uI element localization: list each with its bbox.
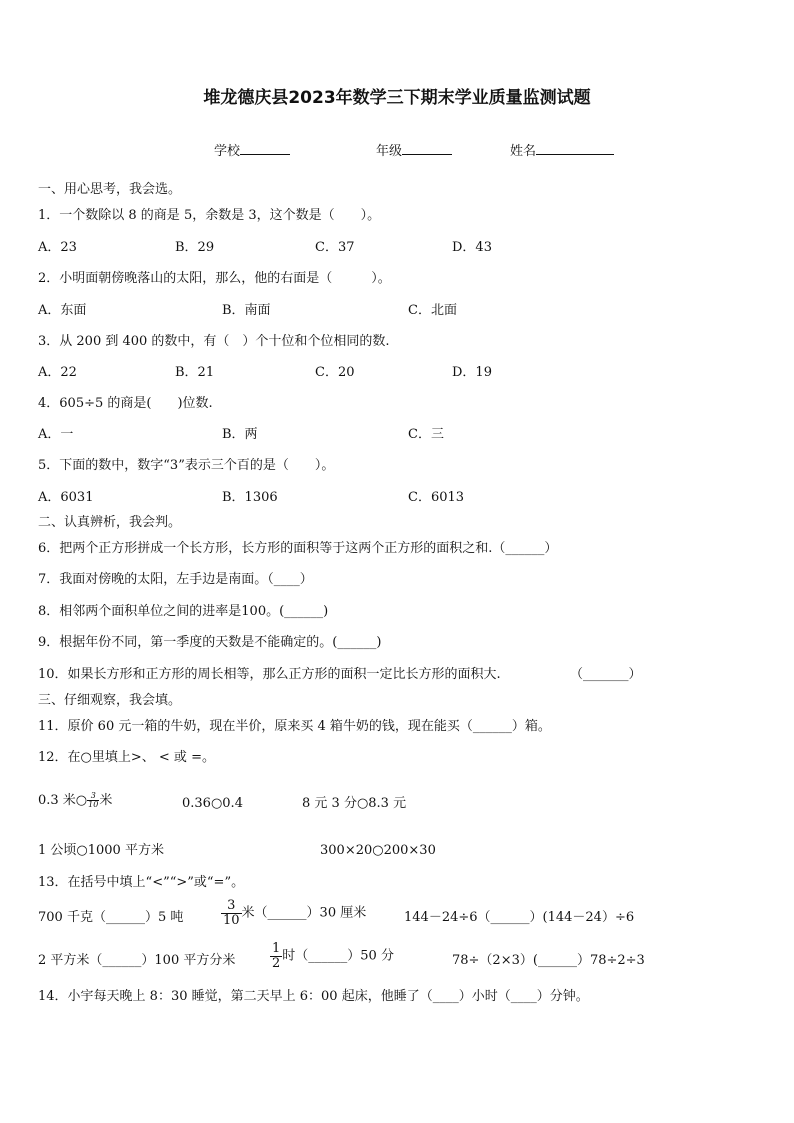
school-field xyxy=(214,143,290,158)
question-6: 6．把两个正方形拼成一个长方形，长方形的面积等于这两个正方形的面积之和.（______） xyxy=(38,541,558,556)
grade-blank[interactable] xyxy=(402,143,452,155)
q12-item-d: 1 公顷○1000 平方米 xyxy=(38,843,164,858)
q5-option-c[interactable]: C．6013 xyxy=(408,490,465,505)
school-blank[interactable] xyxy=(240,143,290,155)
q12-a-post: 米 xyxy=(99,793,113,808)
q5-option-a[interactable]: A．6031 xyxy=(38,490,94,505)
fraction-denominator: 10 xyxy=(88,800,99,809)
fraction-denominator: 10 xyxy=(223,912,240,928)
q12-item-e: 300×20○200×30 xyxy=(320,843,436,858)
q3-option-a[interactable]: A．22 xyxy=(38,365,77,380)
q1-option-a[interactable]: A．23 xyxy=(38,240,77,255)
question-4: 4．605÷5 的商是( )位数. xyxy=(38,396,213,411)
fraction-numerator: 3 xyxy=(221,899,242,914)
question-7: 7．我面对傍晚的太阳，左手边是南面。（____） xyxy=(38,572,313,587)
q13-e-post: 时（______）50 分 xyxy=(282,948,394,964)
q1-option-b[interactable]: B．29 xyxy=(175,240,215,255)
q13-item-f: 78÷（2×3）(______）78÷2÷3 xyxy=(452,953,645,968)
question-9: 9．根据年份不同，第一季度的天数是不能确定的。(______) xyxy=(38,635,382,650)
q4-option-a[interactable]: A．一 xyxy=(38,427,74,442)
q13-item-c: 144－24÷6（______）(144－24）÷6 xyxy=(404,910,635,925)
question-5: 5．下面的数中，数字“3”表示三个百的是（ ）。 xyxy=(38,458,335,473)
q13-b-fraction xyxy=(221,899,242,927)
fraction-numerator: 1 xyxy=(272,941,281,956)
section-1-heading: 一、用心思考，我会选。 xyxy=(38,182,182,197)
q13-item-b xyxy=(221,899,366,927)
name-blank[interactable] xyxy=(536,143,614,155)
section-2-heading: 二、认真辨析，我会判。 xyxy=(38,515,182,530)
page-title: 堆龙德庆县2023年数学三下期末学业质量监测试题 xyxy=(203,88,591,108)
q13-item-e xyxy=(270,942,394,970)
q2-option-c[interactable]: C．北面 xyxy=(408,303,457,318)
question-13: 13．在括号中填上“<”“>”或“=”。 xyxy=(38,875,245,890)
q1-option-d[interactable]: D．43 xyxy=(452,240,492,255)
question-1: 1．一个数除以 8 的商是 5，余数是 3，这个数是（ ）。 xyxy=(38,208,381,223)
q5-option-b[interactable]: B．1306 xyxy=(222,490,278,505)
q12-a-fraction xyxy=(87,792,99,809)
q12-item-b: 0.36○0.4 xyxy=(182,796,243,811)
section-3-heading: 三、仔细观察，我会填。 xyxy=(38,693,182,708)
q13-item-a: 700 千克（______）5 吨 xyxy=(38,910,184,925)
q4-option-c[interactable]: C．三 xyxy=(408,427,444,442)
q12-item-c: 8 元 3 分○8.3 元 xyxy=(302,796,407,811)
question-2: 2．小明面朝傍晚落山的太阳，那么，他的右面是（ ）。 xyxy=(38,271,391,286)
q3-option-b[interactable]: B．21 xyxy=(175,365,215,380)
question-14: 14．小宇每天晚上 8：30 睡觉，第二天早上 6：00 起床，他睡了（____）小时（____）分钟。 xyxy=(38,989,589,1004)
question-3: 3．从 200 到 400 的数中，有（ ）个十位和个位相同的数. xyxy=(38,334,390,349)
q2-option-b[interactable]: B．南面 xyxy=(222,303,271,318)
q13-b-post: 米（______）30 厘米 xyxy=(241,905,367,921)
question-8: 8．相邻两个面积单位之间的进率是100。(______) xyxy=(38,604,329,619)
fraction-denominator: 2 xyxy=(272,955,281,971)
q2-option-a[interactable]: A．东面 xyxy=(38,303,87,318)
q1-option-c[interactable]: C．37 xyxy=(315,240,355,255)
school-label: 学校 xyxy=(214,144,241,159)
q12-a-pre: 0.3 米○ xyxy=(38,793,88,808)
name-field xyxy=(510,143,614,158)
fraction-numerator: 3 xyxy=(87,792,99,801)
question-11: 11．原价 60 元一箱的牛奶，现在半价，原来买 4 箱牛奶的钱，现在能买（______）箱。 xyxy=(38,719,551,734)
question-10: 10．如果长方形和正方形的周长相等，那么正方形的面积一定比长方形的面积大. xyxy=(38,667,501,682)
question-12: 12．在○里填上>、 < 或 =。 xyxy=(38,750,215,765)
q13-e-fraction xyxy=(270,942,282,970)
question-10-blank[interactable]: （_______） xyxy=(570,667,642,682)
q3-option-c[interactable]: C．20 xyxy=(315,365,355,380)
q12-item-a xyxy=(38,792,112,809)
grade-label: 年级 xyxy=(376,144,403,159)
q4-option-b[interactable]: B．两 xyxy=(222,427,258,442)
grade-field xyxy=(376,143,452,158)
name-label: 姓名 xyxy=(510,144,537,159)
q13-item-d: 2 平方米（______）100 平方分米 xyxy=(38,953,236,968)
q3-option-d[interactable]: D．19 xyxy=(452,365,492,380)
